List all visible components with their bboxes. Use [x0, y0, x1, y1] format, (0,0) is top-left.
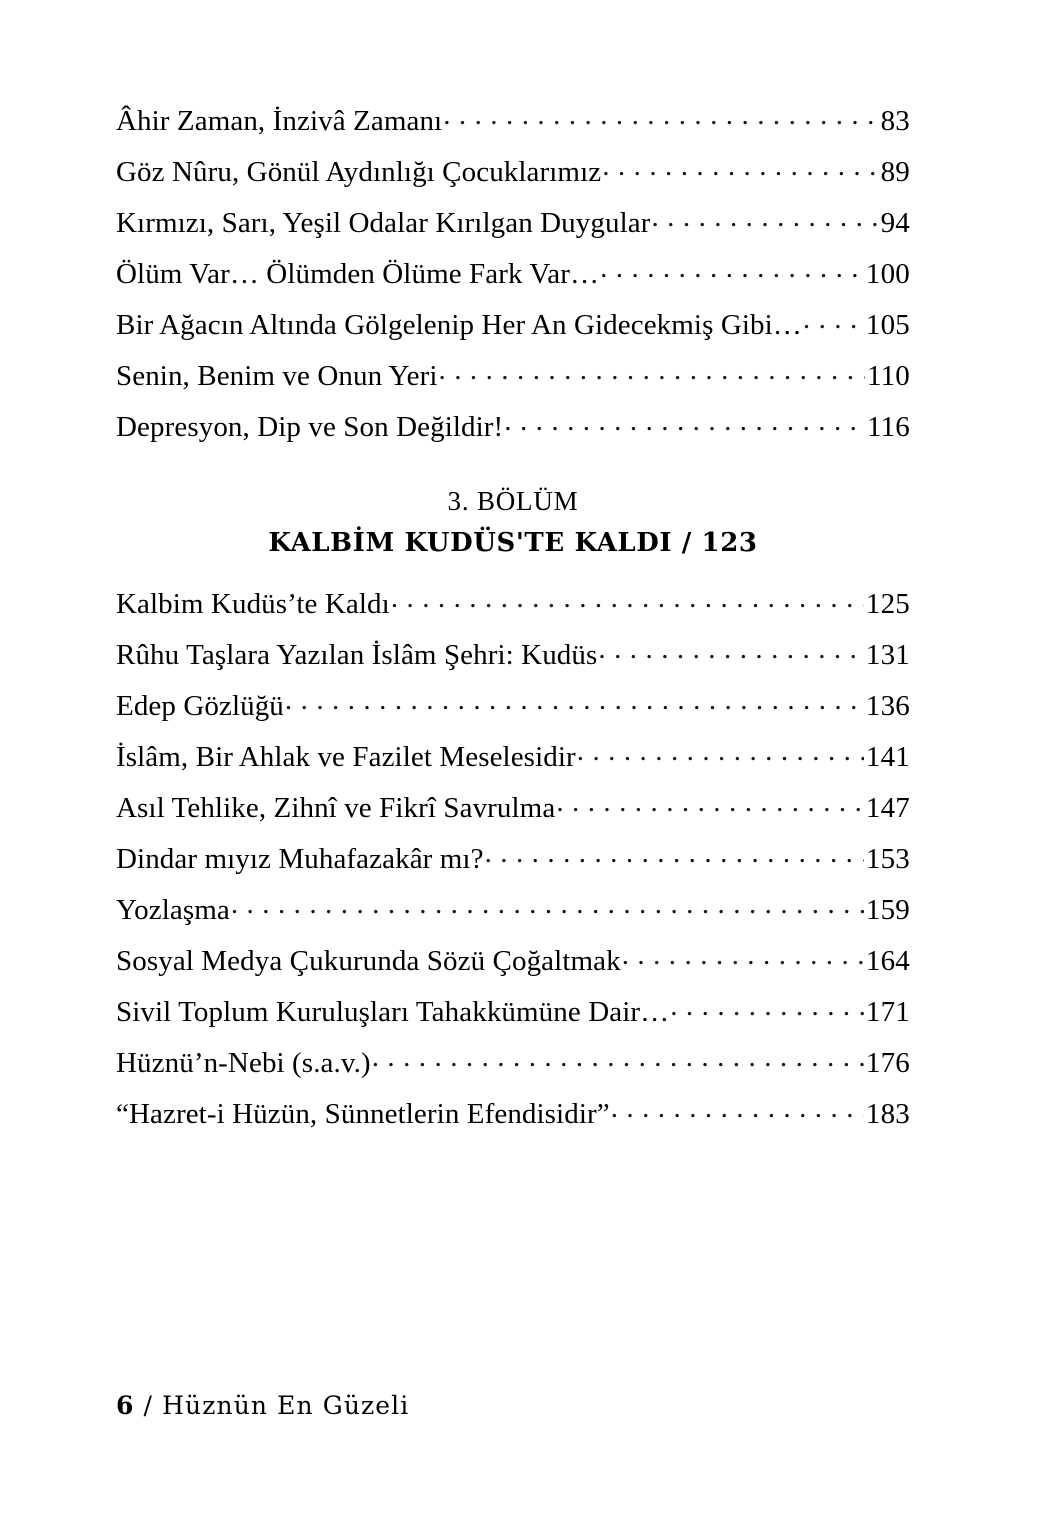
toc-entry-page-number: 136	[865, 690, 910, 722]
toc-entry-title: Bir Ağacın Altında Gölgelenip Her An Gidecekmiş Gibi…	[116, 309, 802, 341]
toc-entry-page-number: 171	[865, 996, 910, 1028]
toc-entry-page-number: 94	[880, 207, 910, 239]
toc-dot-leader	[556, 788, 864, 817]
toc-dot-leader	[602, 152, 878, 181]
toc-entry[interactable]	[116, 681, 910, 732]
table-of-contents	[116, 96, 910, 1140]
toc-group-one	[116, 96, 910, 453]
toc-entry-title: Sivil Toplum Kuruluşları Tahakkümüne Dair…	[116, 996, 670, 1028]
toc-dot-leader	[504, 407, 865, 436]
toc-group-two	[116, 579, 910, 1140]
toc-entry[interactable]	[116, 936, 910, 987]
toc-dot-leader	[372, 1043, 864, 1072]
toc-dot-leader	[803, 305, 864, 334]
toc-entry[interactable]	[116, 885, 910, 936]
toc-entry[interactable]	[116, 1038, 910, 1089]
toc-entry-page-number: 183	[865, 1098, 910, 1130]
toc-entry[interactable]	[116, 96, 910, 147]
toc-entry-page-number: 153	[865, 843, 910, 875]
toc-entry[interactable]	[116, 732, 910, 783]
toc-entry[interactable]	[116, 300, 910, 351]
toc-entry-page-number: 176	[865, 1047, 910, 1079]
toc-entry[interactable]	[116, 198, 910, 249]
toc-entry[interactable]	[116, 630, 910, 681]
toc-entry-page-number: 125	[865, 588, 910, 620]
toc-entry-title: Kalbim Kudüs’te Kaldı	[116, 588, 390, 620]
toc-entry-page-number: 89	[880, 156, 910, 188]
toc-entry-title: Senin, Benim ve Onun Yeri	[116, 360, 438, 392]
toc-entry[interactable]	[116, 402, 910, 453]
chapter-title: KALBİM KUDÜS'TE KALDI / 123	[268, 528, 758, 558]
toc-entry-title: Depresyon, Dip ve Son Değildir!	[116, 411, 504, 443]
footer-separator: /	[134, 1391, 163, 1420]
toc-dot-leader	[670, 992, 864, 1021]
toc-entry-page-number: 83	[880, 105, 910, 137]
toc-entry-page-number: 159	[865, 894, 910, 926]
toc-entry-page-number: 131	[865, 639, 910, 671]
toc-entry-page-number: 141	[865, 741, 910, 773]
toc-dot-leader	[285, 686, 864, 715]
toc-entry-title: Sosyal Medya Çukurunda Sözü Çoğaltmak	[116, 945, 621, 977]
toc-entry-title: Rûhu Taşlara Yazılan İslâm Şehri: Kudüs	[116, 639, 598, 671]
toc-entry[interactable]	[116, 834, 910, 885]
toc-entry-title: İslâm, Bir Ahlak ve Fazilet Meselesidir	[116, 741, 576, 773]
toc-entry-title: Yozlaşma	[116, 894, 230, 926]
toc-entry-title: Kırmızı, Sarı, Yeşil Odalar Kırılgan Duygular	[116, 207, 651, 239]
toc-dot-leader	[577, 737, 864, 766]
toc-entry-page-number: 164	[865, 945, 910, 977]
toc-entry[interactable]	[116, 987, 910, 1038]
toc-entry[interactable]	[116, 351, 910, 402]
toc-dot-leader	[622, 941, 864, 970]
toc-dot-leader	[598, 635, 863, 664]
toc-dot-leader	[485, 839, 864, 868]
toc-entry[interactable]	[116, 147, 910, 198]
chapter-divider	[116, 453, 910, 579]
toc-entry-title: Hüznü’n-Nebi (s.a.v.)	[116, 1047, 371, 1079]
toc-dot-leader	[600, 254, 864, 283]
footer-book-title: Hüznün En Güzeli	[162, 1391, 410, 1420]
toc-entry-title: Ölüm Var… Ölümden Ölüme Fark Var…	[116, 258, 600, 290]
toc-entry[interactable]	[116, 1089, 910, 1140]
toc-entry-title: Edep Gözlüğü	[116, 690, 284, 722]
footer-page-number: 6	[116, 1391, 135, 1420]
toc-entry-page-number: 116	[866, 411, 910, 443]
toc-entry-title: Dindar mıyız Muhafazakâr mı?	[116, 843, 484, 875]
toc-entry-title: Âhir Zaman, İnzivâ Zamanı	[116, 105, 443, 137]
toc-dot-leader	[651, 203, 878, 232]
page-footer	[116, 1389, 409, 1423]
toc-entry[interactable]	[116, 783, 910, 834]
chapter-kicker: 3. BÖLÜM	[447, 486, 579, 516]
toc-dot-leader	[231, 890, 864, 919]
toc-entry-title: Asıl Tehlike, Zihnî ve Fikrî Savrulma	[116, 792, 556, 824]
toc-entry[interactable]	[116, 579, 910, 630]
toc-entry-title: “Hazret-i Hüzün, Sünnetlerin Efendisidir”	[116, 1098, 610, 1130]
toc-entry-page-number: 110	[866, 360, 910, 392]
toc-dot-leader	[611, 1094, 864, 1123]
toc-dot-leader	[443, 101, 878, 130]
toc-dot-leader	[391, 584, 864, 613]
toc-entry-page-number: 100	[865, 258, 910, 290]
toc-dot-leader	[439, 356, 865, 385]
toc-entry[interactable]	[116, 249, 910, 300]
toc-entry-page-number: 105	[865, 309, 910, 341]
toc-entry-page-number: 147	[865, 792, 910, 824]
toc-entry-title: Göz Nûru, Gönül Aydınlığı Çocuklarımız	[116, 156, 602, 188]
